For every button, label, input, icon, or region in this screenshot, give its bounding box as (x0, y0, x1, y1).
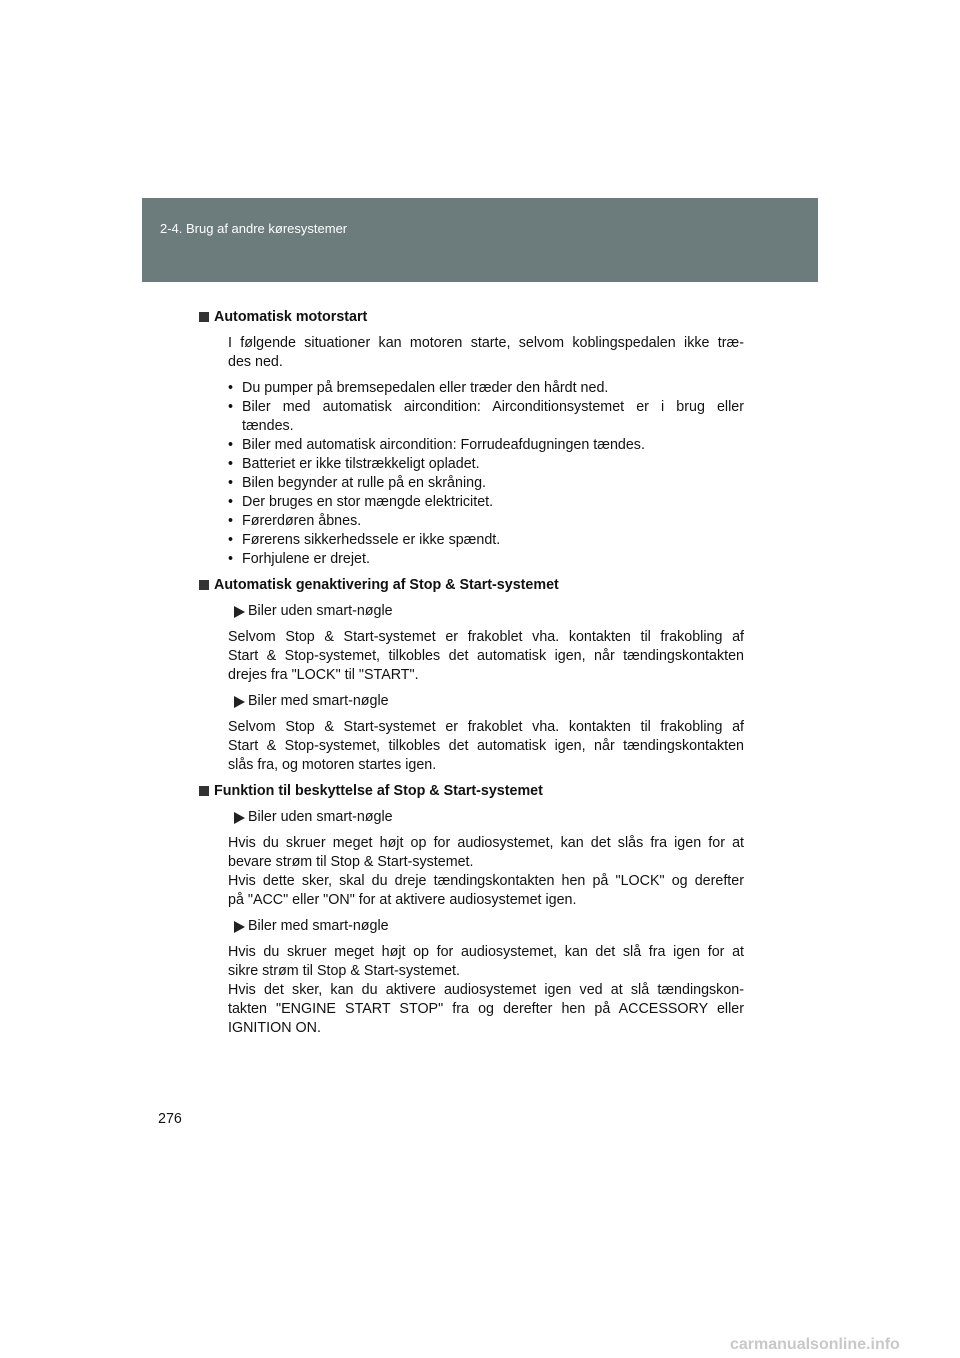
list-item (228, 436, 744, 455)
text-line: des ned. (228, 354, 283, 370)
list-item (228, 493, 744, 512)
bullet-dot-icon: • (228, 399, 234, 415)
text-line: I følgende situationer kan motoren starte, selvom koblingspedalen ikke træ- (228, 335, 744, 351)
triangle-pointer-icon (234, 606, 245, 618)
square-bullet-icon (199, 580, 209, 590)
subheading (232, 917, 744, 936)
section-heading-text: Automatisk genaktivering af Stop & Start-systemet (214, 577, 559, 593)
subheading-text: Biler med smart-nøgle (248, 693, 389, 709)
text-line: sikre strøm til Stop & Start-systemet. (228, 963, 460, 979)
page-number: 276 (158, 1111, 182, 1127)
paragraph (228, 334, 744, 372)
subheading (232, 602, 744, 621)
bullet-dot-icon: • (228, 380, 234, 396)
paragraph (228, 628, 744, 685)
square-bullet-icon (199, 312, 209, 322)
bullet-list (228, 379, 744, 569)
text-line: Selvom Stop & Start-systemet er frakoblet vha. kontakten til frakobling af (228, 719, 744, 735)
list-item (228, 455, 744, 474)
text-line: Hvis du skruer meget højt op for audiosystemet, kan det slås fra igen for at (228, 835, 744, 851)
list-item-text: Batteriet er ikke tilstrækkeligt opladet. (242, 456, 480, 472)
text-line: slås fra, og motoren startes igen. (228, 757, 437, 773)
list-item-text: Førerdøren åbnes. (242, 513, 362, 529)
list-item-text: Du pumper på bremsepedalen eller træder den hårdt ned. (242, 380, 609, 396)
section-heading-text: Automatisk motorstart (214, 309, 368, 325)
text-line: Start & Stop-systemet, tilkobles det automatisk igen, når tændingskontakten (228, 648, 744, 664)
subheading (232, 808, 744, 827)
text-line: Hvis du skruer meget højt op for audiosystemet, kan det slå fra igen for at (228, 944, 744, 960)
section-heading (199, 576, 744, 595)
bullet-dot-icon: • (228, 456, 234, 472)
page-content (214, 308, 744, 1045)
bullet-dot-icon: • (228, 475, 234, 491)
bullet-dot-icon: • (228, 494, 234, 510)
list-item (228, 531, 744, 550)
bullet-dot-icon: • (228, 513, 234, 529)
section-heading-text: Funktion til beskyttelse af Stop & Start-systemet (214, 783, 543, 799)
text-line: Selvom Stop & Start-systemet er frakoblet vha. kontakten til frakobling af (228, 629, 744, 645)
subheading (232, 692, 744, 711)
list-item (228, 474, 744, 493)
list-item-text: Bilen begynder at rulle på en skråning. (242, 475, 486, 491)
text-line: takten "ENGINE START STOP" fra og derefter hen på ACCESSORY eller (228, 1001, 744, 1017)
bullet-dot-icon: • (228, 551, 234, 567)
text-line: på "ACC" eller "ON" for at aktivere audiosystemet igen. (228, 892, 577, 908)
text-line: drejes fra "LOCK" til "START". (228, 667, 419, 683)
triangle-pointer-icon (234, 812, 245, 824)
list-item (228, 379, 744, 398)
list-item (228, 550, 744, 569)
section-header-band (142, 198, 818, 282)
text-line: Hvis dette sker, skal du dreje tændingskontakten hen på "LOCK" og derefter (228, 873, 744, 889)
text-line: IGNITION ON. (228, 1020, 321, 1036)
list-item-text: Biler med automatisk aircondition: Forrudeafdugningen tændes. (242, 437, 645, 453)
square-bullet-icon (199, 786, 209, 796)
subheading-text: Biler uden smart-nøgle (248, 603, 393, 619)
list-item-text: Biler med automatisk aircondition: Airconditionsystemet er i brug eller (242, 399, 744, 415)
list-item-text: Førerens sikkerhedssele er ikke spændt. (242, 532, 501, 548)
bullet-dot-icon: • (228, 437, 234, 453)
section-title: 2-4. Brug af andre køresystemer (160, 221, 348, 236)
paragraph (228, 834, 744, 910)
subheading-text: Biler uden smart-nøgle (248, 809, 393, 825)
bullet-dot-icon: • (228, 532, 234, 548)
list-item (228, 398, 744, 436)
text-line: Start & Stop-systemet, tilkobles det automatisk igen, når tændingskontakten (228, 738, 744, 754)
triangle-pointer-icon (234, 921, 245, 933)
list-item-text: Der bruges en stor mængde elektricitet. (242, 494, 494, 510)
list-item (228, 512, 744, 531)
paragraph (228, 718, 744, 775)
paragraph (228, 943, 744, 1038)
text-line: Hvis det sker, kan du aktivere audiosystemet igen ved at slå tændingskon- (228, 982, 744, 998)
triangle-pointer-icon (234, 696, 245, 708)
subheading-text: Biler med smart-nøgle (248, 918, 389, 934)
list-item-text: Forhjulene er drejet. (242, 551, 370, 567)
list-item-text: tændes. (242, 418, 294, 434)
section-heading (199, 782, 744, 801)
section-heading (199, 308, 744, 327)
watermark: carmanualsonline.info (730, 1336, 900, 1353)
text-line: bevare strøm til Stop & Start-systemet. (228, 854, 474, 870)
